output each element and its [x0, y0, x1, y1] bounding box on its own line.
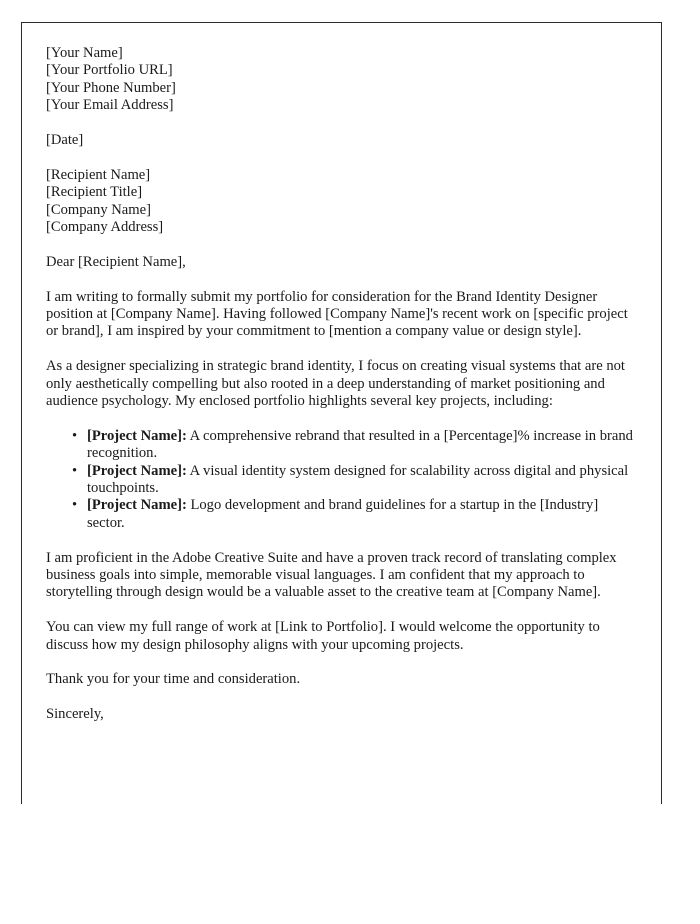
recipient-name: [Recipient Name]	[46, 166, 151, 183]
list-item	[46, 463, 636, 498]
sender-name: [Your Name]	[46, 45, 123, 61]
spacer-after-intro	[46, 341, 636, 358]
project-label: [Project Name]:	[87, 497, 187, 514]
sender-address-block	[46, 45, 636, 115]
bullet-icon: •	[72, 497, 78, 514]
letter-content	[46, 45, 636, 724]
spacer-after-salutation	[46, 271, 636, 288]
sender-portfolio-url: [Your Portfolio URL]	[46, 62, 173, 79]
recipient-address-block	[46, 167, 636, 237]
project-description: Logo development and brand guidelines for a startup in the [Industry] sector.	[87, 497, 599, 531]
salutation-line: Dear [Recipient Name],	[46, 253, 186, 270]
spacer-after-skills	[46, 602, 636, 619]
bullet-icon: •	[72, 462, 78, 479]
project-label: [Project Name]:	[87, 427, 187, 444]
date-block	[46, 132, 636, 149]
paragraph-call-to-action: You can view my full range of work at [Link to Portfolio]. I would welcome the opportunity to discuss how my design philosophy aligns with your upcoming projects.	[46, 619, 600, 653]
project-description: A visual identity system designed for scalability across digital and physical touchpoints.	[87, 462, 629, 497]
paragraph-approach: As a designer specializing in strategic brand identity, I focus on creating visual systems that are not only aesthetically compelling but also rooted in a deep understanding of market positioning and audience psychology. My enclosed portfolio highlights several key projects, including:	[46, 358, 625, 410]
bullet-icon: •	[72, 427, 78, 444]
project-description: A comprehensive rebrand that resulted in a [Percentage]% increase in brand recognition.	[87, 427, 633, 462]
sender-phone-number: [Your Phone Number]	[46, 79, 176, 96]
signoff-line: Sincerely,	[46, 706, 104, 723]
paragraph-skills: I am proficient in the Adobe Creative Suite and have a proven track record of translating complex business goals into simple, memorable visual languages. I am confident that my approach to storytelling through design would be a valuable asset to the creative team at [Company Name].	[46, 549, 617, 601]
project-label: [Project Name]:	[87, 462, 187, 479]
recipient-company-address: [Company Address]	[46, 219, 164, 236]
paragraph-thanks: Thank you for your time and consideration.	[46, 671, 301, 688]
spacer-after-sender	[46, 115, 636, 132]
spacer-after-recipient	[46, 236, 636, 253]
sender-email-address: [Your Email Address]	[46, 97, 174, 114]
recipient-company-name: [Company Name]	[46, 201, 151, 218]
recipient-title: [Recipient Title]	[46, 184, 143, 201]
list-item	[46, 497, 636, 532]
list-item	[46, 428, 636, 463]
spacer-after-list	[46, 532, 636, 549]
letter-date: [Date]	[46, 132, 84, 149]
spacer-after-date	[46, 149, 636, 166]
spacer-before-signoff	[46, 689, 636, 706]
paragraph-intro: I am writing to formally submit my portfolio for consideration for the Brand Identity Designer position at [Company Name]. Having followed [Company Name]'s recent work on [specific project or brand], I am inspired by your commitment to [mention a company value or design style].	[46, 288, 628, 340]
project-highlights-list	[46, 428, 636, 532]
spacer-after-call-to-action	[46, 654, 636, 671]
spacer-before-list	[46, 410, 636, 427]
